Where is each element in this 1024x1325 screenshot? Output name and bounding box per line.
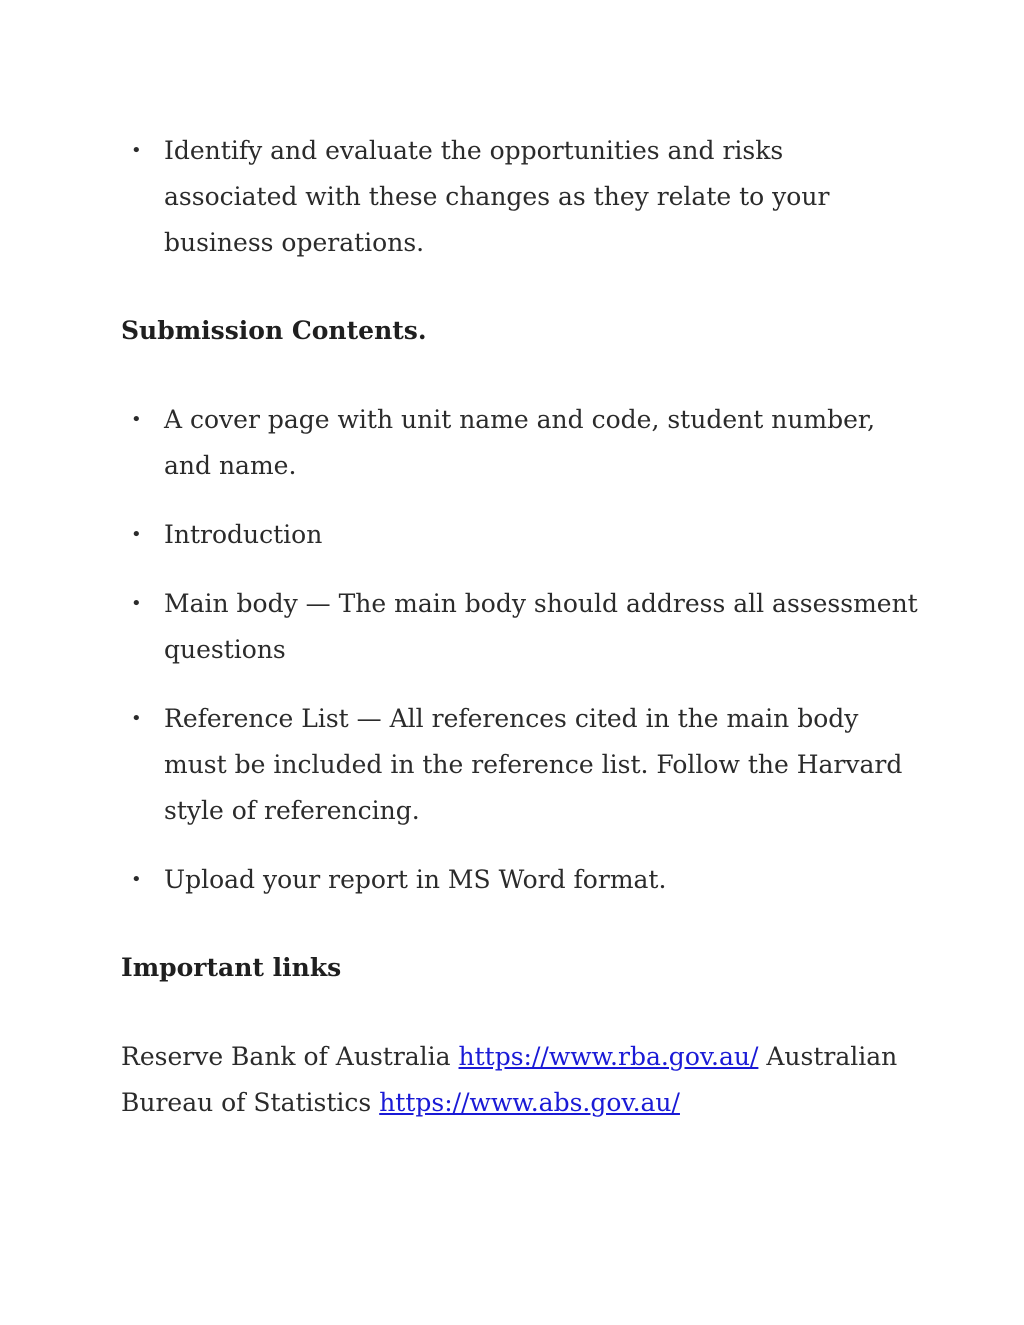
list-item — [121, 696, 921, 834]
rba-label: Reserve Bank of Australia — [121, 1042, 451, 1071]
list-item-text: Reference List — All references cited in the main body must be included in the reference list. Follow the Harvard style of referencing. — [164, 704, 903, 825]
bullet-icon: • — [131, 409, 142, 430]
list-item — [121, 857, 921, 903]
bullet-icon: • — [131, 869, 142, 890]
list-item — [121, 512, 921, 558]
list-item-text: A cover page with unit name and code, student number, and name. — [164, 405, 876, 480]
list-item — [121, 397, 921, 489]
bullet-icon: • — [131, 593, 142, 614]
task-list — [121, 128, 921, 266]
submission-heading: Submission Contents. — [121, 316, 427, 345]
bullet-icon: • — [131, 708, 142, 729]
bullet-icon: • — [131, 524, 142, 545]
rba-link[interactable]: https://www.rba.gov.au/ — [458, 1042, 759, 1071]
bullet-icon: • — [131, 140, 142, 161]
abs-label: Australian Bureau of Statistics — [121, 1042, 898, 1117]
list-item-text: Main body — The main body should address all assessment questions — [164, 589, 918, 664]
submission-list — [121, 397, 921, 903]
document-page — [121, 128, 921, 1126]
list-item-text: Introduction — [164, 520, 323, 549]
list-item — [121, 128, 921, 266]
list-item-text: Upload your report in MS Word format. — [164, 865, 667, 894]
list-item-text: Identify and evaluate the opportunities and risks associated with these changes as they relate to your business operations. — [164, 136, 830, 257]
abs-link[interactable]: https://www.abs.gov.au/ — [379, 1088, 680, 1117]
links-paragraph — [121, 1034, 921, 1126]
list-item — [121, 581, 921, 673]
important-links-heading: Important links — [121, 953, 342, 982]
